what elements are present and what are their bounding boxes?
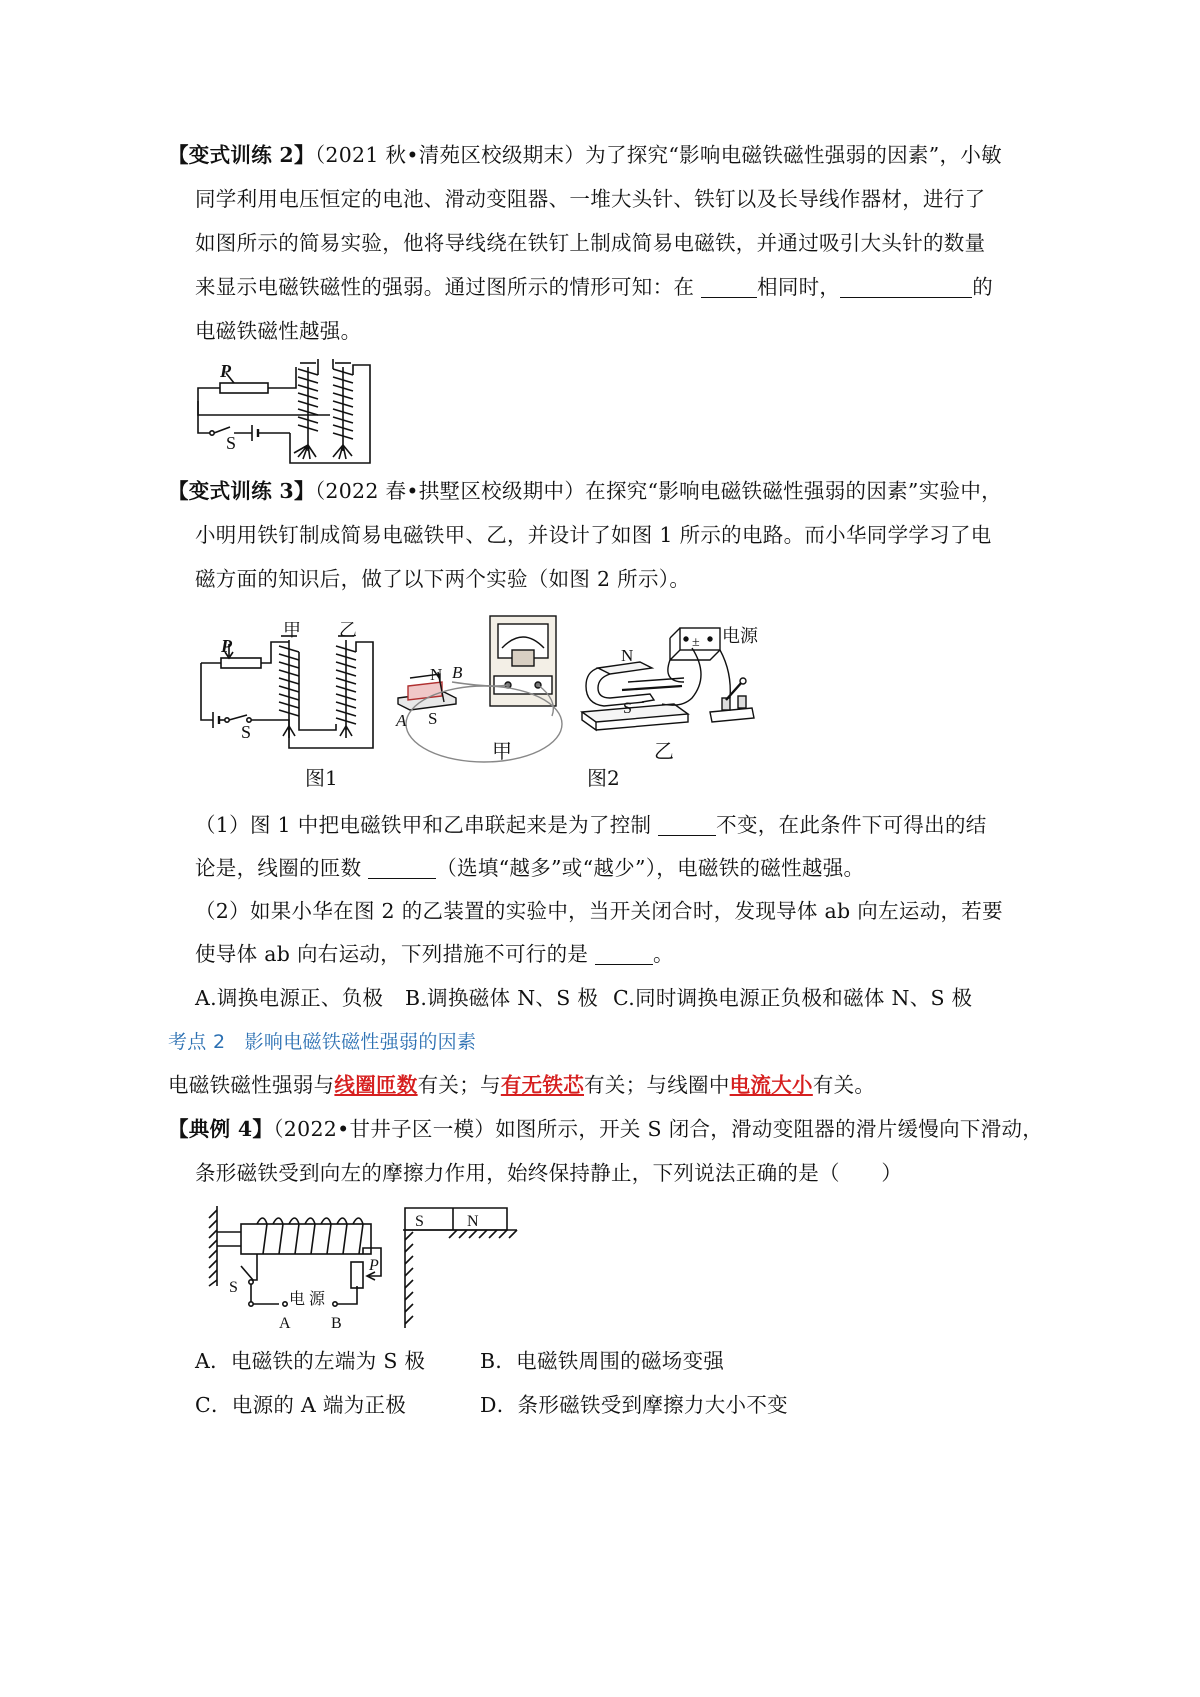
label-s: S: [428, 709, 438, 728]
label-b: B: [331, 1315, 342, 1332]
ex2-line1: [168, 140, 1002, 170]
keyword-iron-core: 有无铁芯: [500, 1073, 585, 1097]
ex4-line2: 条形磁铁受到向左的摩擦力作用，始终保持静止，下列说法正确的是（ ）: [195, 1161, 903, 1185]
answer-blank[interactable]: [368, 856, 436, 879]
ex2-circuit-figure: [190, 355, 380, 467]
label-switch: S: [229, 1279, 238, 1296]
ex3-option-b: B.调换磁体 N、S 极: [405, 986, 599, 1010]
q2-text-b: 使导体 ab 向右运动，下列措施不可行的是: [195, 942, 595, 966]
kp-text-4: 有关。: [812, 1073, 876, 1097]
ex3-figure-1: [195, 622, 385, 754]
ex2-line2: 同学利用电压恒定的电池、滑动变阻器、一堆大头针、铁钉以及长导线作器材，进行了: [195, 187, 986, 211]
ex4-option-a: A．电磁铁的左端为 S 极: [195, 1349, 426, 1373]
ex2-tag: 【变式训练 2】: [168, 143, 315, 167]
key-point-line: [168, 1070, 875, 1100]
label-s: S: [226, 433, 237, 453]
label-yi: 乙: [339, 622, 357, 640]
keyword-turns: 线圈匝数: [334, 1073, 418, 1097]
answer-blank[interactable]: [840, 275, 972, 298]
label-s2: S: [623, 700, 632, 717]
ex3-q1-line2: [195, 853, 864, 883]
label-power: 电源: [722, 626, 758, 646]
label-power: 电 源: [289, 1291, 326, 1308]
ex3-tag: 【变式训练 3】: [168, 479, 315, 503]
answer-blank[interactable]: [658, 813, 716, 836]
ex2-text-c: 的: [972, 275, 994, 299]
ex4-tag: 【典例 4】: [168, 1117, 274, 1141]
ex4-option-c: C．电源的 A 端为正极: [195, 1393, 407, 1417]
q1-text-a: （1）图 1 中把电磁铁甲和乙串联起来是为了控制: [195, 813, 659, 837]
label-b: B: [452, 663, 463, 682]
ex4-text: 如图所示，开关 S 闭合，滑动变阻器的滑片缓慢向下滑动，: [495, 1117, 1044, 1141]
ex3-source: （2022 春•拱墅区校级期中）: [314, 479, 586, 503]
figure-2-caption: 图2: [587, 766, 620, 790]
label-s: S: [241, 722, 252, 742]
q1-text-b: 不变，在此条件下可得出的结: [716, 813, 987, 837]
ex3-q2-line2: [195, 939, 674, 969]
ex4-option-d: D．条形磁铁受到摩擦力大小不变: [480, 1393, 788, 1417]
label-p: P: [220, 361, 231, 381]
ex3-q1-line1: [195, 810, 987, 840]
kp-text-1: 电磁铁磁性强弱与: [168, 1073, 335, 1097]
label-p: P: [221, 636, 232, 656]
ex3-line2: 小明用铁钉制成简易电磁铁甲、乙，并设计了如图 1 所示的电路。而小华同学学习了电: [195, 523, 992, 547]
label-plus-minus: ±: [692, 635, 700, 650]
ex3-line3: 磁方面的知识后，做了以下两个实验（如图 2 所示）。: [195, 567, 691, 591]
ex3-line1: [168, 476, 1002, 506]
ex4-option-b: B．电磁铁周围的磁场变强: [480, 1349, 725, 1373]
label-jia: 甲: [283, 622, 301, 640]
ex2-line4: [195, 272, 993, 302]
q1-text-d: （选填“越多”或“越少”），电磁铁的磁性越强。: [436, 856, 865, 880]
ex3-figure-2: [392, 612, 764, 768]
ex4-source: （2022•甘井子区一模）: [273, 1117, 496, 1141]
kp-text-2: 有关；与: [417, 1073, 501, 1097]
ex3-q2-line1: （2）如果小华在图 2 的乙装置的实验中，当开关闭合时，发现导体 ab 向左运动，若要: [195, 899, 1003, 923]
ex4-electromagnet-figure: [205, 1200, 520, 1336]
figure-1-caption: 图1: [305, 766, 338, 790]
ex2-text-a: 来显示电磁铁磁性的强弱。通过图所示的情形可知：在: [195, 275, 702, 299]
ex2-text-b: 相同时，: [757, 275, 841, 299]
ex2-source: （2021 秋•清苑区校级期末）: [314, 143, 586, 167]
label-n: N: [430, 665, 443, 684]
label-yi: 乙: [654, 741, 674, 763]
section-heading: 考点 2 影响电磁铁磁性强弱的因素: [168, 1031, 477, 1053]
ex3-option-c: C.同时调换电源正负极和磁体 N、S 极: [613, 986, 973, 1010]
q1-text-c: 论是，线圈的匝数: [195, 856, 369, 880]
label-n2: N: [621, 646, 634, 665]
ex4-line1: [168, 1114, 1043, 1144]
label-n: N: [467, 1213, 479, 1230]
label-a: A: [396, 711, 407, 730]
label-s: S: [415, 1213, 424, 1230]
ex2-text: 为了探究“影响电磁铁磁性强弱的因素”，小敏: [585, 143, 1002, 167]
label-a: A: [279, 1315, 291, 1332]
ex3-text: 在探究“影响电磁铁磁性强弱的因素”实验中，: [585, 479, 1002, 503]
ex3-option-a: A.调换电源正、负极: [195, 986, 384, 1010]
keyword-current: 电流大小: [729, 1073, 813, 1097]
answer-blank[interactable]: [595, 942, 653, 965]
ex2-line5: 电磁铁磁性越强。: [195, 319, 362, 343]
q2-text-c: 。: [653, 942, 674, 966]
answer-blank[interactable]: [701, 275, 757, 298]
kp-text-3: 有关；与线圈中: [584, 1073, 730, 1097]
label-p: P: [369, 1257, 379, 1274]
label-jia: 甲: [492, 741, 512, 763]
ex2-line3: 如图所示的简易实验，他将导线绕在铁钉上制成简易电磁铁，并通过吸引大头针的数量: [195, 231, 986, 255]
